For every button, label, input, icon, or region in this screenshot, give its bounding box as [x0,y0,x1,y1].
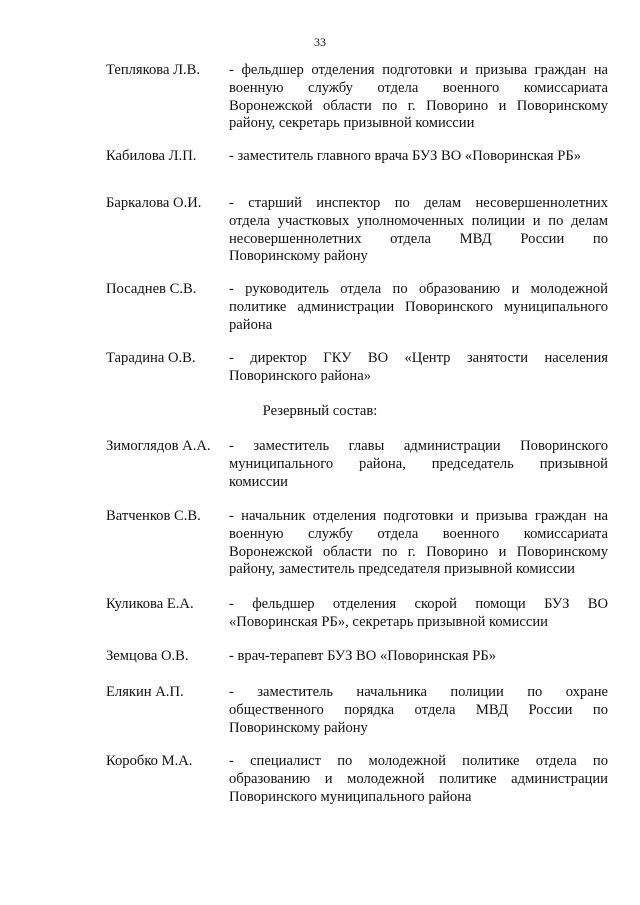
role-line: - руководитель отдела по образованию и молодежной [229,281,608,297]
role-line: - фельдшер отделения подготовки и призыва граждан на [229,62,608,78]
member-role [229,753,608,806]
role-line: отдела участковых уполномоченных полиции и по делам [229,212,608,229]
member-role [229,684,608,737]
member-role [229,281,608,334]
role-line: военную службу отдела военного комиссариата [229,79,608,96]
role-line: несовершеннолетних отдела МВД России по [229,230,608,247]
member-name: Зимоглядов А.А. [106,438,211,454]
role-line: Воронежской области по г. Поворино и Поворинскому [229,543,608,560]
role-line: Поворинского муниципального района [229,788,472,805]
role-line: - заместитель главного врача БУЗ ВО «Поворинская РБ» [229,148,582,164]
role-line: - фельдшер отделения скорой помощи БУЗ ВО [229,596,608,612]
role-line: району, секретарь призывной комиссии [229,115,475,132]
member-role [229,596,608,632]
member-role [229,648,608,666]
member-role [229,148,608,166]
member-name: Земцова О.В. [106,648,189,664]
role-line: району, заместитель председателя призывной комиссии [229,561,575,578]
role-line: - врач-терапевт БУЗ ВО «Поворинская РБ» [229,648,497,664]
role-line: муниципального района, председатель призывной [229,455,608,472]
page-number: 33 [314,35,326,49]
role-line: Поворинскому району [229,248,368,265]
member-role [229,62,608,133]
role-line: - заместитель начальника полиции по охране [229,684,608,700]
member-name: Посаднев С.В. [106,281,197,297]
member-name: Баркалова О.И. [106,195,202,211]
member-role [229,508,608,579]
member-name: Елякин А.П. [106,684,184,700]
role-line: Поворинского района» [229,367,371,384]
member-name: Ватченков С.В. [106,508,201,524]
member-name: Кабилова Л.П. [106,148,197,164]
role-line: - специалист по молодежной политике отдела по [229,753,608,769]
member-name: Теплякова Л.В. [106,62,201,78]
role-line: - старший инспектор по делам несовершеннолетних [229,195,608,211]
role-line: - начальник отделения подготовки и призыва граждан на [229,508,608,524]
role-line: Воронежской области по г. Поворино и Поворинскому [229,97,608,114]
role-line: Поворинскому району [229,719,368,736]
role-line: общественного порядка отдела МВД России по [229,701,608,718]
role-line: - заместитель главы администрации Поворинского [229,438,608,454]
member-role [229,438,608,491]
reserve-heading: Резервный состав: [262,403,378,419]
member-role [229,195,608,266]
member-role [229,350,608,386]
role-line: образованию и молодежной политике администрации [229,770,608,787]
role-line: района [229,316,273,333]
role-line: - директор ГКУ ВО «Центр занятости населения [229,350,608,366]
role-line: комиссии [229,473,288,490]
role-line: политике администрации Поворинского муниципального [229,298,608,315]
member-name: Куликова Е.А. [106,596,194,612]
role-line: военную службу отдела военного комиссариата [229,525,608,542]
member-name: Тарадина О.В. [106,350,196,366]
role-line: «Поворинская РБ», секретарь призывной комиссии [229,613,548,630]
member-name: Коробко М.А. [106,753,193,769]
